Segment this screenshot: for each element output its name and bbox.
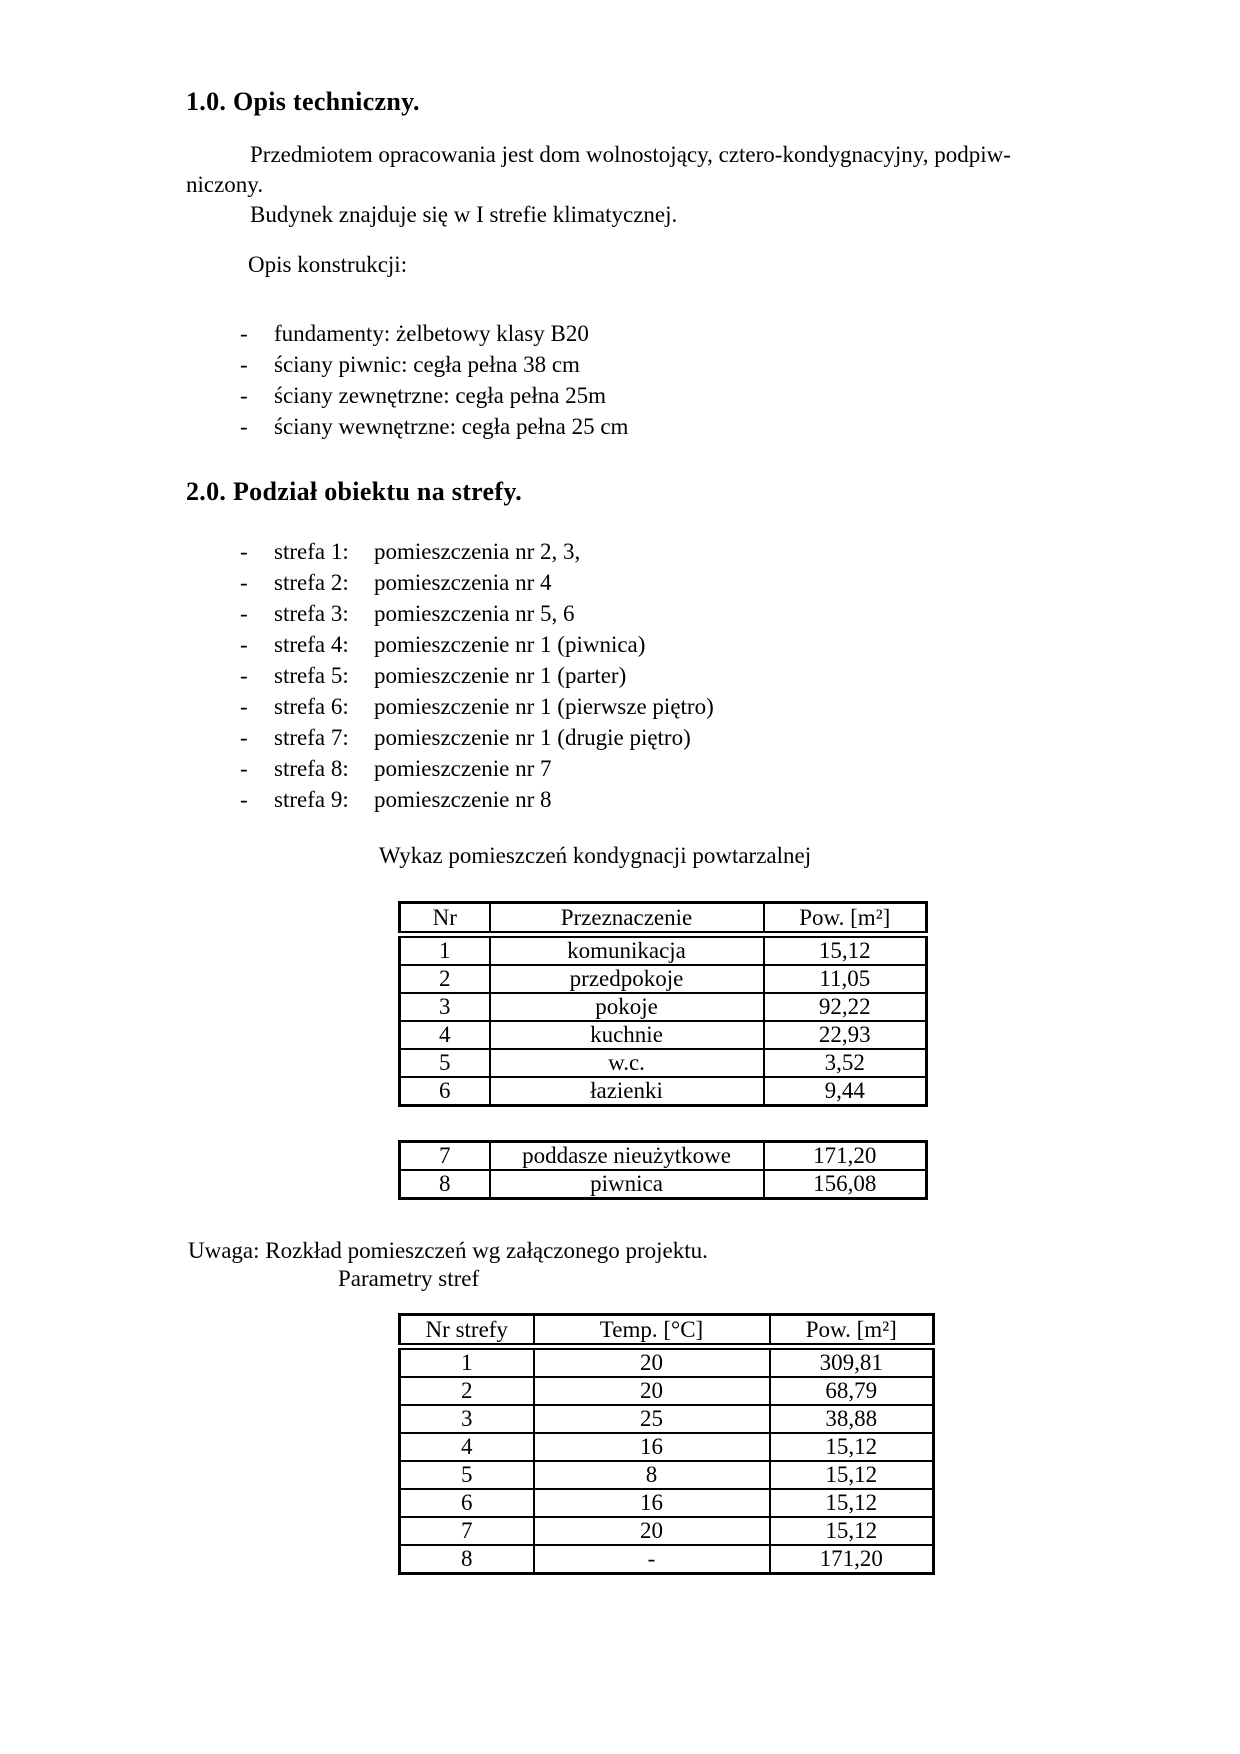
dash-bullet: - (240, 321, 248, 346)
table-header-cell: Pow. [m²] (764, 903, 927, 935)
list-item (240, 660, 714, 691)
table-cell: 156,08 (764, 1170, 927, 1199)
table-cell: łazienki (490, 1077, 764, 1106)
table-row (400, 965, 927, 993)
table-cell: 4 (400, 1433, 534, 1461)
dash-bullet: - (240, 694, 248, 719)
dash-bullet: - (240, 539, 248, 564)
table-row (400, 1433, 934, 1461)
params-table-body (400, 1347, 934, 1574)
zone-text: pomieszczenia nr 2, 3, (374, 539, 581, 564)
table-cell: 20 (534, 1517, 770, 1545)
intro-line2: niczony. (186, 172, 264, 197)
list-item-text: ściany wewnętrzne: cegła pełna 25 cm (274, 414, 629, 439)
table-cell: - (534, 1545, 770, 1574)
table-cell: 171,20 (770, 1545, 934, 1574)
table-header-cell: Przeznaczenie (490, 903, 764, 935)
table-row (400, 1347, 934, 1378)
table-cell: w.c. (490, 1049, 764, 1077)
table-row (400, 1489, 934, 1517)
list-item (240, 722, 714, 753)
table-cell: 9,44 (764, 1077, 927, 1106)
table-row (400, 1517, 934, 1545)
table-cell: 15,12 (770, 1517, 934, 1545)
params-table (398, 1313, 935, 1575)
dash-bullet: - (240, 383, 248, 408)
zone-label: strefa 2: (274, 570, 349, 595)
rooms-table-body (400, 935, 927, 1106)
table-cell: kuchnie (490, 1021, 764, 1049)
table-header-cell: Nr strefy (400, 1315, 534, 1347)
table-cell: 15,12 (764, 935, 927, 966)
dash-bullet: - (240, 632, 248, 657)
table-cell: 6 (400, 1489, 534, 1517)
table-cell: 11,05 (764, 965, 927, 993)
table-row (400, 1461, 934, 1489)
table-cell: 92,22 (764, 993, 927, 1021)
table-cell: 171,20 (764, 1142, 927, 1171)
list-item (240, 318, 628, 349)
zone-label: strefa 5: (274, 663, 349, 688)
list-item (240, 349, 628, 380)
table-cell: 15,12 (770, 1461, 934, 1489)
zone-text: pomieszczenie nr 8 (374, 787, 552, 812)
table-row (400, 1545, 934, 1574)
dash-bullet: - (240, 414, 248, 439)
table-cell: 8 (534, 1461, 770, 1489)
list-item (240, 380, 628, 411)
table-cell: 3 (400, 993, 490, 1021)
construction-list (240, 318, 628, 442)
table-header-cell: Nr (400, 903, 490, 935)
zone-text: pomieszczenie nr 1 (pierwsze piętro) (374, 694, 714, 719)
section1-heading: 1.0. Opis techniczny. (186, 87, 420, 116)
table-row (400, 1170, 927, 1199)
table-cell: 5 (400, 1461, 534, 1489)
table-cell: 15,12 (770, 1489, 934, 1517)
zone-text: pomieszczenie nr 1 (drugie piętro) (374, 725, 691, 750)
rooms-table-header-row (400, 903, 927, 935)
table-row (400, 1077, 927, 1106)
table-cell: poddasze nieużytkowe (490, 1142, 764, 1171)
table-cell: 8 (400, 1170, 490, 1199)
intro-paragraph (186, 140, 1066, 200)
zone-label: strefa 9: (274, 787, 349, 812)
section2-heading: 2.0. Podział obiektu na strefy. (186, 477, 523, 506)
table-cell: 3 (400, 1405, 534, 1433)
table-row (400, 1377, 934, 1405)
zones-list (240, 536, 714, 815)
table-cell: 4 (400, 1021, 490, 1049)
rooms-table (398, 901, 928, 1107)
table-cell: przedpokoje (490, 965, 764, 993)
table-cell: pokoje (490, 993, 764, 1021)
list-item (240, 567, 714, 598)
table-row (400, 1142, 927, 1171)
table-cell: 22,93 (764, 1021, 927, 1049)
table-cell: 2 (400, 965, 490, 993)
table-cell: 20 (534, 1377, 770, 1405)
table-cell: 5 (400, 1049, 490, 1077)
list-item (240, 629, 714, 660)
table-cell: 6 (400, 1077, 490, 1106)
table-cell: 16 (534, 1433, 770, 1461)
table-row (400, 1405, 934, 1433)
table-cell: 25 (534, 1405, 770, 1433)
table-cell: 309,81 (770, 1347, 934, 1378)
zone-text: pomieszczenia nr 4 (374, 570, 552, 595)
zone-label: strefa 6: (274, 694, 349, 719)
rooms-table-extra-body (400, 1142, 927, 1199)
table-cell: 7 (400, 1142, 490, 1171)
list-item-text: ściany piwnic: cegła pełna 38 cm (274, 352, 580, 377)
zone-label: strefa 7: (274, 725, 349, 750)
list-item-text: ściany zewnętrzne: cegła pełna 25m (274, 383, 607, 408)
zone-label: strefa 4: (274, 632, 349, 657)
dash-bullet: - (240, 570, 248, 595)
zone-label: strefa 1: (274, 539, 349, 564)
note-line: Uwaga: Rozkład pomieszczeń wg załączonego projektu. (188, 1238, 708, 1263)
params-table-header-row (400, 1315, 934, 1347)
table-cell: 20 (534, 1347, 770, 1378)
zone-text: pomieszczenie nr 1 (piwnica) (374, 632, 646, 657)
table-cell: 1 (400, 1347, 534, 1378)
table-cell: 68,79 (770, 1377, 934, 1405)
zone-text: pomieszczenie nr 1 (parter) (374, 663, 627, 688)
list-item (240, 411, 628, 442)
list-item (240, 536, 714, 567)
zone-text: pomieszczenie nr 7 (374, 756, 552, 781)
list-item (240, 598, 714, 629)
dash-bullet: - (240, 787, 248, 812)
table-header-cell: Pow. [m²] (770, 1315, 934, 1347)
table-cell: piwnica (490, 1170, 764, 1199)
dash-bullet: - (240, 352, 248, 377)
list-item-text: fundamenty: żelbetowy klasy B20 (274, 321, 589, 346)
table-cell: 7 (400, 1517, 534, 1545)
table-cell: 2 (400, 1377, 534, 1405)
dash-bullet: - (240, 725, 248, 750)
params-table-title: Parametry stref (338, 1266, 480, 1291)
table-header-cell: Temp. [°C] (534, 1315, 770, 1347)
table-row (400, 935, 927, 966)
table-cell: 15,12 (770, 1433, 934, 1461)
table-row (400, 993, 927, 1021)
rooms-table-extra (398, 1140, 928, 1200)
table-row (400, 1049, 927, 1077)
zone-label: strefa 3: (274, 601, 349, 626)
zone-label: strefa 8: (274, 756, 349, 781)
table-cell: 1 (400, 935, 490, 966)
table-cell: 16 (534, 1489, 770, 1517)
dash-bullet: - (240, 601, 248, 626)
table-row (400, 1021, 927, 1049)
table-cell: 3,52 (764, 1049, 927, 1077)
list-item (240, 784, 714, 815)
rooms-table-title: Wykaz pomieszczeń kondygnacji powtarzalnej (378, 843, 812, 868)
intro-line1: Przedmiotem opracowania jest dom wolnostojący, cztero-kondygnacyjny, podpiw- (250, 142, 1011, 167)
zone-text: pomieszczenia nr 5, 6 (374, 601, 575, 626)
climate-zone-paragraph: Budynek znajduje się w I strefie klimatycznej. (250, 202, 678, 227)
dash-bullet: - (240, 663, 248, 688)
list-item (240, 691, 714, 722)
dash-bullet: - (240, 756, 248, 781)
list-item (240, 753, 714, 784)
table-cell: komunikacja (490, 935, 764, 966)
table-cell: 8 (400, 1545, 534, 1574)
construction-label: Opis konstrukcji: (248, 252, 408, 277)
table-cell: 38,88 (770, 1405, 934, 1433)
